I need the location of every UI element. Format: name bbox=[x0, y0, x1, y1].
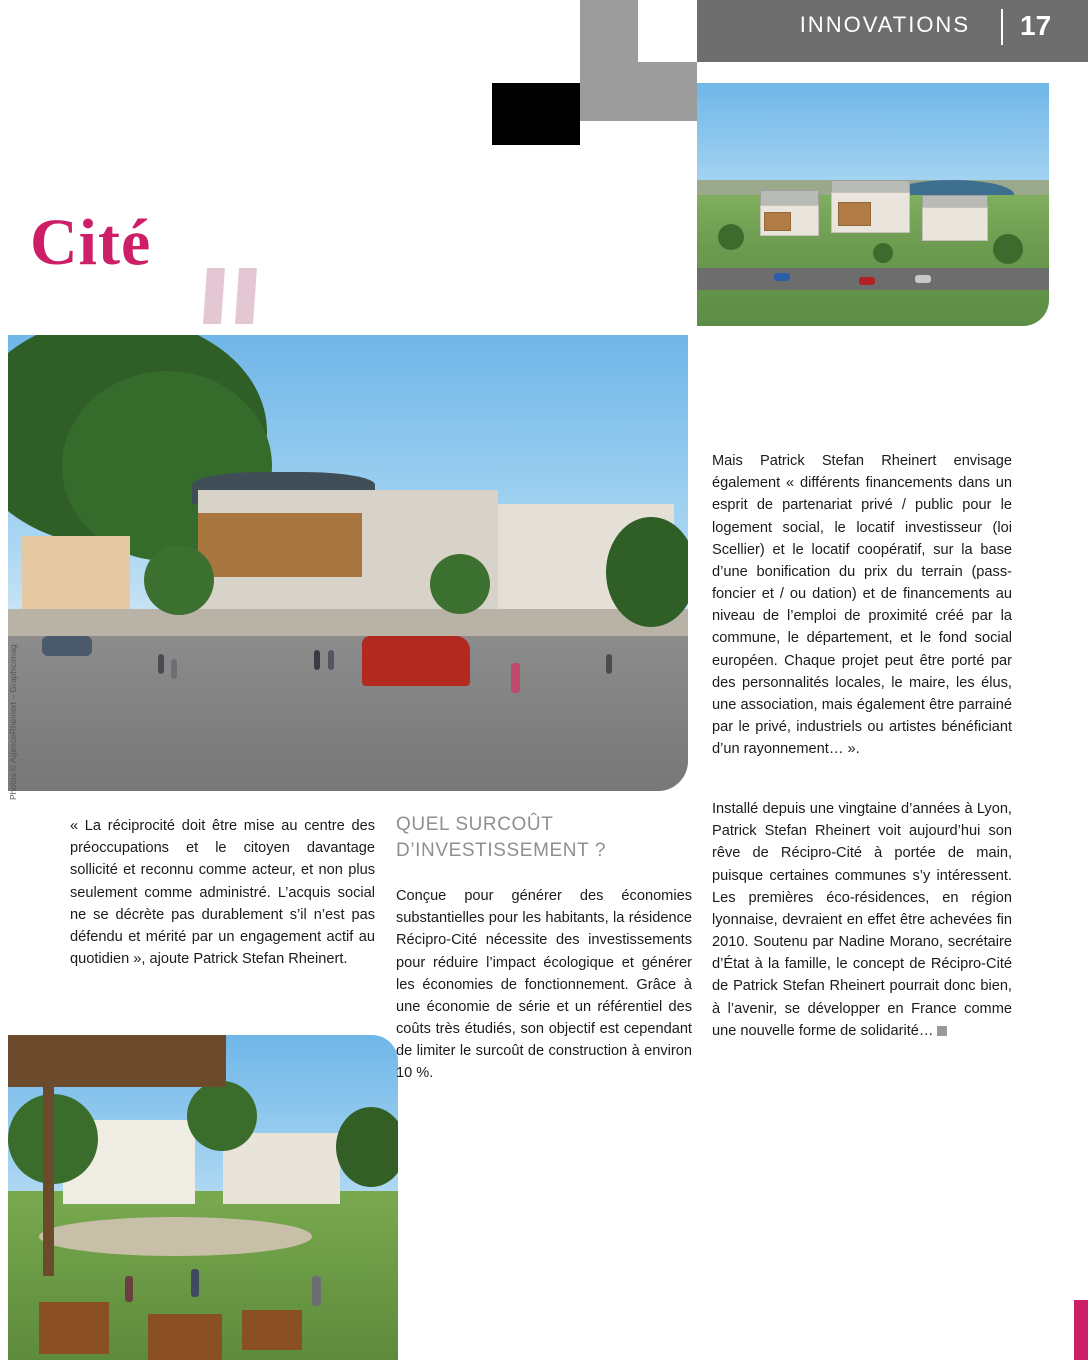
page-title bbox=[30, 206, 152, 279]
column-3-paragraph: Mais Patrick Stefan Rheinert envisage également « différents financements dans un esprit de partenariat privé / public pour le logement social, le locatif investisseur (loi Scellier) et le locatif coopératif, sur la base d’une bonification du prix du terrain (pass-foncier et / ou dation) et de financements au niveau de l’emploi de proximité créé par la commune, le département, et le fond social européen. Chaque projet peut être porté par des personnalités locales, le maire, les élus, une association, mais également être parrainé par le privé, industriels ou artistes bénéficiant d’un rayonnement… ». bbox=[712, 453, 1012, 758]
header-divider bbox=[1001, 9, 1003, 45]
column-1-paragraph: « La réciprocité doit être mise au centre des préoccupations et le citoyen davantage sollicité et reconnu comme acteur, et non plus seulement comme administré. L’acquis social ne se décrète pas durablement s’il n’est pas défendu et mérité par un engagement actif au quotidien », ajoute Patrick Stefan Rheinert. bbox=[70, 818, 375, 968]
column-4-text: Installé depuis une vingtaine d’années à Lyon, Patrick Stefan Rheinert voit aujourd’hui son rêve de Récipro-Cité à portée de main, puisque certaines communes s’y intéressent. Les premières éco-résidences, en région lyonnaise, devraient en effet être achevées fin 2010. Soutenu par Nadine Morano, secrétaire d’État à la famille, le concept de Récipro-Cité de Patrick Stefan Rheinert pourrait donc bien, à l’avenir, se développer en France comme une nouvelle forme de solidarité… bbox=[712, 801, 1012, 1039]
body-column-1 bbox=[70, 815, 375, 970]
decorative-pink-strip bbox=[1074, 1300, 1088, 1360]
subheading bbox=[396, 812, 696, 863]
subheading-line-1: QUEL SURCOÛT bbox=[396, 814, 554, 835]
column-2-paragraph: Conçue pour générer des économies substantielles pour les habitants, la résidence Récipro-Cité nécessite des investissements pour réduire l’impact écologique et générer les économies de fonctionnement. Grâce à une économie de série et un référentiel des coûts très étudiés, son objectif est cependant de limiter le surcoût de construction à environ 10 %. bbox=[396, 888, 692, 1082]
decorative-square-grey-top bbox=[580, 0, 638, 62]
column-4-paragraph bbox=[712, 798, 1012, 1042]
end-of-article-mark bbox=[937, 1026, 947, 1036]
page-number: 17 bbox=[1020, 10, 1052, 41]
subheading-line-2: D’INVESTISSEMENT ? bbox=[396, 839, 606, 861]
body-column-3 bbox=[712, 450, 1012, 760]
body-column-4 bbox=[712, 798, 1012, 1042]
section-title: INNOVATIONS bbox=[799, 12, 970, 37]
decorative-quote-mark bbox=[205, 268, 255, 324]
decorative-square-black bbox=[492, 83, 580, 145]
decorative-square-grey-lower bbox=[580, 62, 697, 121]
page-title-text: Cité bbox=[30, 206, 152, 279]
body-column-2 bbox=[396, 885, 692, 1085]
photo-credit: Photos © AgenceRheinert – Graphicimag bbox=[8, 644, 18, 800]
garden-courtyard-render bbox=[8, 1035, 398, 1360]
aerial-eco-district-render bbox=[697, 83, 1049, 326]
street-view-render bbox=[8, 335, 688, 791]
